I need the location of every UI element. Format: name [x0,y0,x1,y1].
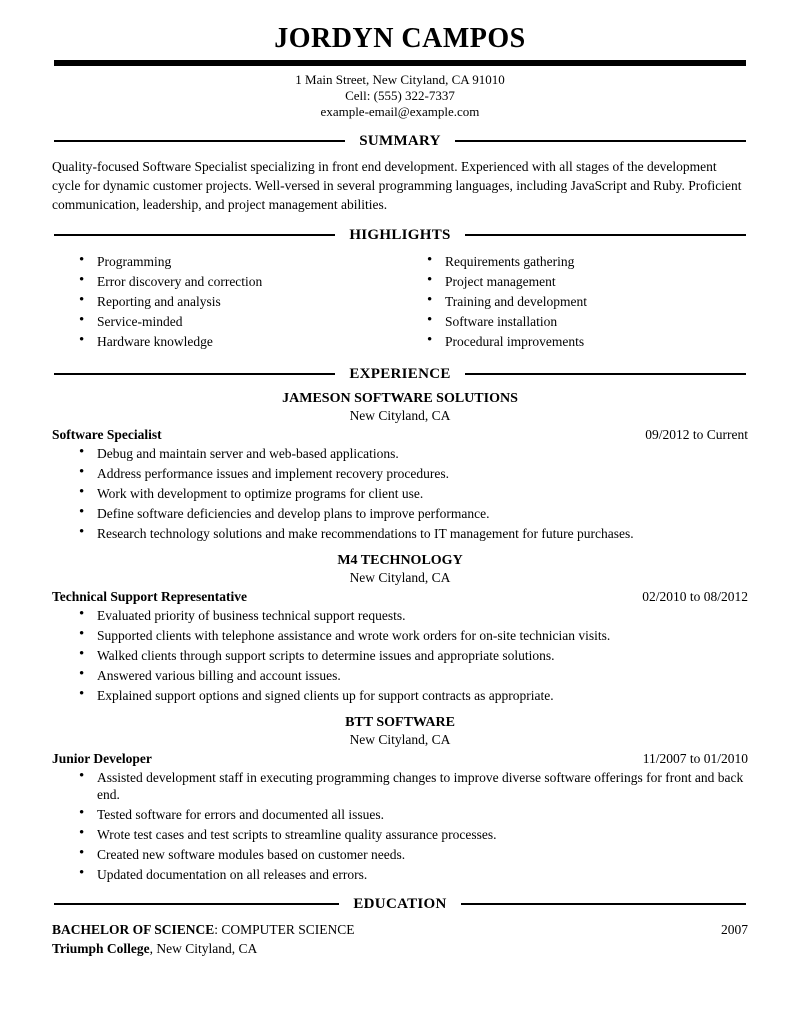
highlight-item: • Hardware knowledge [77,333,400,350]
highlight-item: • Error discovery and correction [77,273,400,290]
section-heading-education [54,896,746,913]
job-entry [52,552,748,704]
heading-rule-right [465,373,746,375]
job-bullet: • Address performance issues and implement recovery procedures. [77,465,748,482]
job-bullets [52,769,748,883]
heading-rule-left [54,903,339,905]
degree-name: BACHELOR OF SCIENCE [52,921,215,937]
company-location: New Cityland, CA [349,569,451,585]
section-heading-summary [54,133,746,150]
highlight-item: • Training and development [425,293,748,310]
job-bullet: • Define software deficiencies and develop plans to improve performance. [77,505,748,522]
job-role-row [52,426,748,443]
header-double-rule [54,60,746,66]
job-bullets [52,607,748,704]
highlights-right-list [400,253,748,353]
job-bullet: • Walked clients through support scripts to determine issues and appropriate solutions. [77,647,748,664]
job-bullet: • Updated documentation on all releases and errors. [77,866,748,883]
highlight-item: • Software installation [425,313,748,330]
education-degree [52,920,355,939]
person-name: JORDYN CAMPOS [274,23,526,54]
experience-title: EXPERIENCE [349,365,451,382]
school-detail: , New Cityland, CA [149,940,258,956]
contact-address: 1 Main Street, New Cityland, CA 91010 [295,71,505,87]
job-dates: 09/2012 to Current [645,426,748,442]
company-name: M4 TECHNOLOGY [337,552,463,568]
job-bullet: • Wrote test cases and test scripts to streamline quality assurance processes. [77,826,748,843]
job-title: Software Specialist [52,426,162,442]
company-name: BTT SOFTWARE [345,714,455,730]
highlight-item: • Project management [425,273,748,290]
summary-text: Quality-focused Software Specialist specializing in front end development. Experienced with all stages of the development cycle for dynamic customer projects. Well-versed in several programming languages, including JavaScript and Ruby. Proficient communication, leadership, and project management abilities. [52,158,742,212]
job-dates: 11/2007 to 01/2010 [642,750,748,766]
heading-rule-right [461,903,746,905]
job-role-row [52,588,748,605]
company-location: New Cityland, CA [349,407,451,423]
highlight-item: • Procedural improvements [425,333,748,350]
job-bullet: • Evaluated priority of business technical support requests. [77,607,748,624]
job-title: Technical Support Representative [52,588,248,604]
experience-jobs [52,390,748,883]
job-bullet: • Created new software modules based on customer needs. [77,846,748,863]
education-school-row [52,939,748,958]
job-bullet: • Assisted development staff in executing programming changes to improve diverse software offerings for front and back end. [77,769,748,803]
company-location: New Cityland, CA [349,731,451,747]
job-bullet: • Research technology solutions and make recommendations to IT management for future purchases. [77,525,748,542]
job-dates: 02/2010 to 08/2012 [642,588,748,604]
highlights-grid [52,251,748,353]
job-bullet: • Work with development to optimize programs for client use. [77,485,748,502]
heading-rule-right [455,140,746,142]
education-school [52,939,257,958]
heading-rule-left [54,373,335,375]
job-title: Junior Developer [52,750,152,766]
section-heading-highlights [54,227,746,244]
job-bullet: • Tested software for errors and documented all issues. [77,806,748,823]
job-bullet: • Answered various billing and account issues. [77,667,748,684]
highlight-item: • Service-minded [77,313,400,330]
job-entry [52,390,748,542]
education-year: 2007 [721,921,748,937]
school-name: Triumph College [52,940,150,956]
education-title: EDUCATION [353,895,447,912]
job-bullet: • Explained support options and signed clients up for support contracts as appropriate. [77,687,748,704]
highlight-item: • Requirements gathering [425,253,748,270]
highlights-title: HIGHLIGHTS [349,226,451,243]
job-bullets [52,445,748,542]
heading-rule-left [54,140,345,142]
company-name: JAMESON SOFTWARE SOLUTIONS [282,390,518,406]
section-heading-experience [54,366,746,383]
highlights-left-list [52,253,400,353]
summary-title: SUMMARY [359,132,441,149]
contact-phone: Cell: (555) 322-7337 [345,87,455,103]
heading-rule-right [465,234,746,236]
contact-email: example-email@example.com [320,103,480,119]
contact-block [52,72,748,120]
highlight-item: • Reporting and analysis [77,293,400,310]
job-role-row [52,750,748,767]
heading-rule-left [54,234,335,236]
degree-detail: : COMPUTER SCIENCE [214,921,355,937]
education-degree-row [52,920,748,939]
job-bullet: • Debug and maintain server and web-based applications. [77,445,748,462]
highlight-item: • Programming [77,253,400,270]
job-entry [52,714,748,883]
job-bullet: • Supported clients with telephone assistance and wrote work orders for on-site technician visits. [77,627,748,644]
